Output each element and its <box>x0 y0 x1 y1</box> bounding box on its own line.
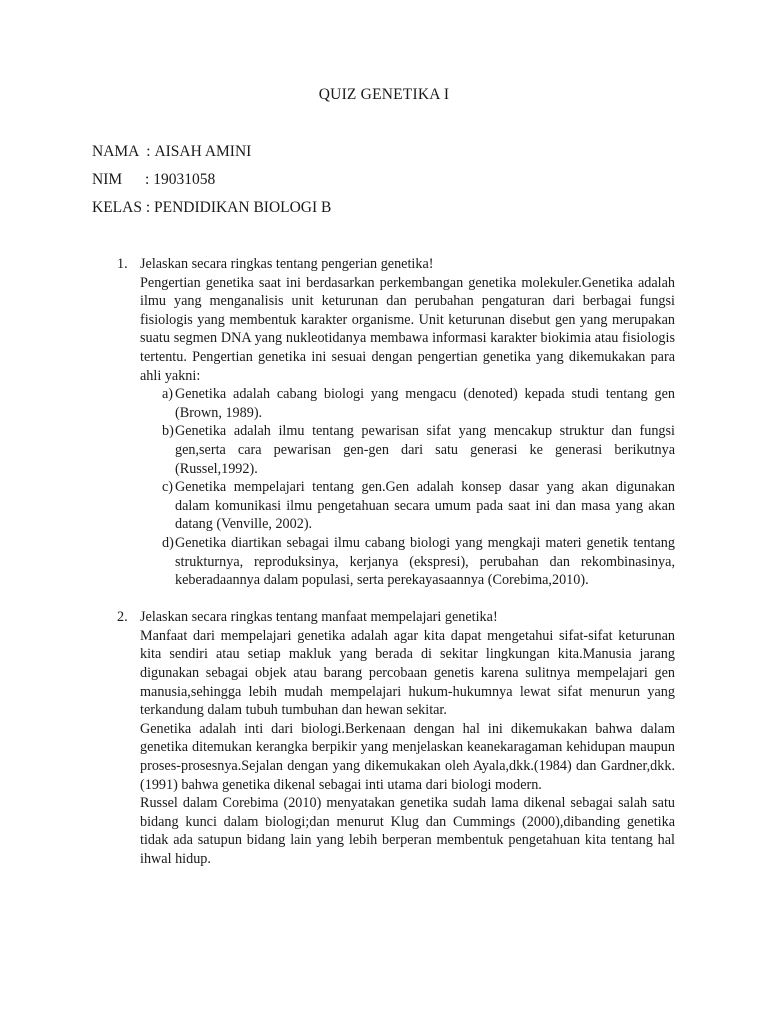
question-number: 1. <box>117 256 128 272</box>
definition-list <box>140 385 675 590</box>
definition-item <box>140 422 675 478</box>
nim-separator: : <box>145 171 154 188</box>
definition-label: c) <box>162 479 174 496</box>
name-label: NAMA : <box>92 143 155 160</box>
page-title: QUIZ GENETIKA I <box>318 86 450 103</box>
definition-label: b) <box>162 423 174 440</box>
class-value: PENDIDIKAN BIOLOGI B <box>154 199 332 216</box>
definition-text: Genetika mempelajari tentang gen.Gen adalah konsep dasar yang akan digunakan dalam komunikasi ilmu pengetahuan secara umum pada saat ini dan masa yang akan datang (Venville, 2002). <box>175 479 675 533</box>
definition-text: Genetika adalah ilmu tentang pewarisan sifat yang mencakup struktur dan fungsi gen,serta cara pewarisan gen-gen dari satu generasi ke generasi berikutnya (Russel,1992). <box>175 423 675 477</box>
definition-text: Genetika diartikan sebagai ilmu cabang biologi yang mengkaji materi genetik tentang strukturnya, reproduksinya, kerjanya (ekspresi), perubahan dan rekombinasinya, keberadaannya dalam populasi, serta perekayasaannya (Corebima,2010). <box>175 534 675 589</box>
question-text: Jelaskan secara ringkas tentang pengerian genetika! <box>140 256 434 272</box>
question-text: Jelaskan secara ringkas tentang manfaat mempelajari genetika! <box>140 609 498 626</box>
definition-item <box>140 385 675 422</box>
student-id-row <box>92 171 215 189</box>
answer-paragraph: Russel dalam Corebima (2010) menyatakan genetika sudah lama dikenal sebagai salah satu bidang kunci dalam biologi;dan menurut Klug dan Cummings (2000),dibanding genetika tidak ada satupun bidang lain yang lebih berperan membentuk pengetahuan kita tentang hal ihwal hidup. <box>140 795 675 867</box>
definition-label: d) <box>162 534 174 551</box>
answer-paragraph: Genetika adalah inti dari biologi.Berkenaan dengan hal ini dikemukakan bahwa dalam genetika ditemukan kerangka berpikir yang menjelaskan keanekaragaman kehidupan maupun proses-prosesnya.Sejalan dengan yang dikemukakan oleh Ayala,dkk.(1984) dan Gardner,dkk.(1991) bahwa genetika dikenal sebagai inti utama dari biologi modern. <box>140 720 675 793</box>
question-list <box>117 255 675 887</box>
nim-value: 19031058 <box>153 171 216 188</box>
answer-paragraph: Manfaat dari mempelajari genetika adalah agar kita dapat mengetahui sifat-sifat keturunan kita sendiri atau setiap makluk yang berada di sekitar lingkungan kita.Manusia jarang digunakan sebagai objek atau barang percobaan genetis karena sulitnya mempelajari gen manusia,sehingga lebih mudah mempelajari hukum-hukumnya lewat sifat menurun yang terkandung dalam tubuh tumbuhan dan hewan sekitar. <box>140 627 675 719</box>
question-number: 2. <box>117 609 128 626</box>
class-row <box>92 199 331 217</box>
definition-text: Genetika adalah cabang biologi yang mengacu (denoted) kepada studi tentang gen (Brown, 1989). <box>175 386 675 421</box>
class-label: KELAS : <box>92 199 154 216</box>
definition-item <box>140 478 675 534</box>
question-item <box>117 608 675 868</box>
student-name-row <box>92 143 251 161</box>
nim-label: NIM <box>92 171 123 188</box>
question-item <box>117 255 675 590</box>
definition-label: a) <box>162 386 174 403</box>
name-value: AISAH AMINI <box>154 143 252 160</box>
answer-paragraph: Pengertian genetika saat ini berdasarkan perkembangan genetika molekuler.Genetika adalah ilmu yang menganalisis unit keturunan dan perubahan pengaturan dari berbagai fungsi fisiologis yang membentuk karakter organisme. Unit keturunan disebut gen yang merupakan suatu segmen DNA yang nukleotidanya membawa informasi karakter biokimia atau fisiologis tertentu. Pengertian genetika ini sesuai dengan pengertian genetika yang dikemukakan para ahli yakni: <box>140 274 675 384</box>
definition-item <box>140 534 675 590</box>
